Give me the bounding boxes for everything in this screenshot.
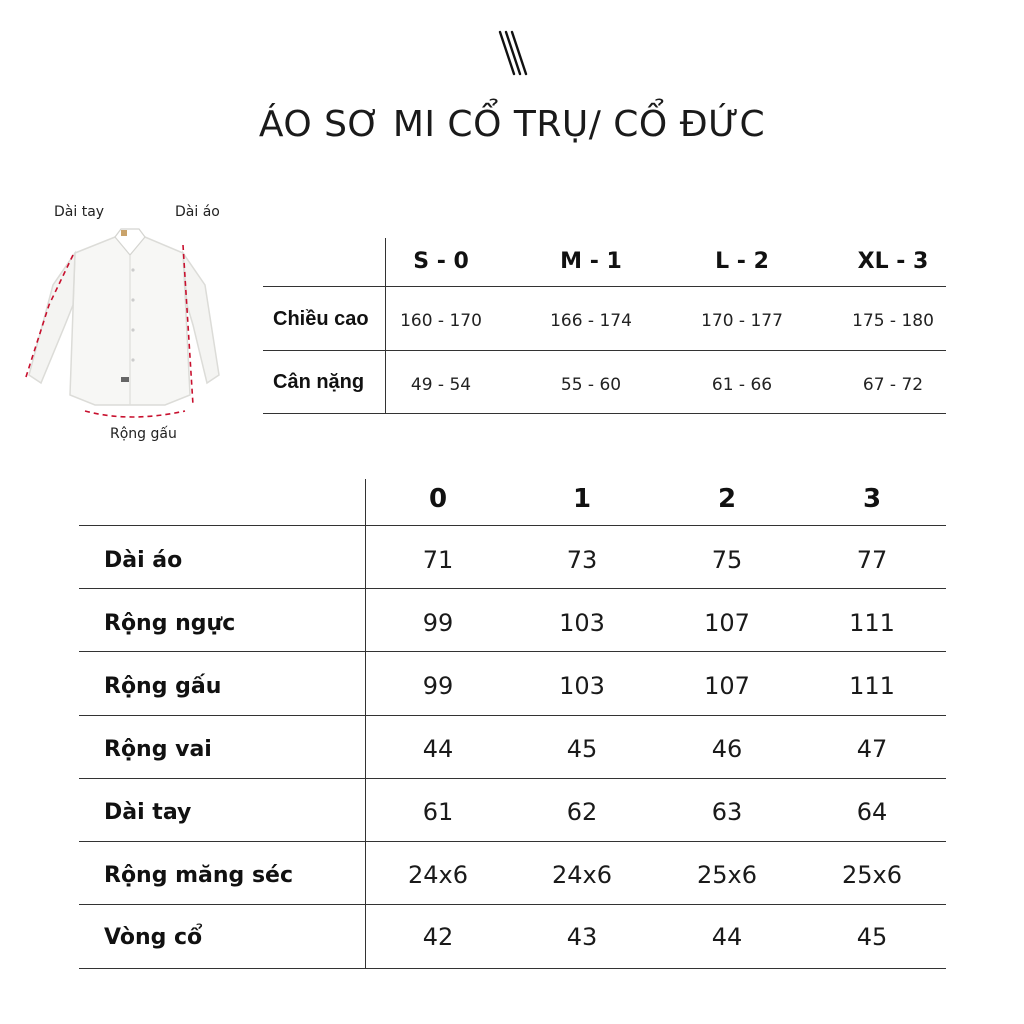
table-cell: 73	[566, 546, 598, 574]
triple-slash-logo-icon	[497, 30, 529, 76]
table-cell: 103	[559, 672, 605, 700]
table-cell: 46	[711, 735, 743, 763]
row-label: Dài tay	[104, 800, 192, 825]
row-divider	[263, 413, 946, 414]
row-divider	[263, 350, 946, 351]
row-divider	[79, 968, 946, 969]
column-divider	[385, 238, 386, 414]
table-cell: 103	[559, 609, 605, 637]
table-cell: 71	[422, 546, 454, 574]
table-cell: 49 - 54	[410, 375, 472, 395]
table-cell: 64	[856, 798, 888, 826]
measurement-table	[79, 479, 946, 969]
table-cell: 61	[422, 798, 454, 826]
row-label: Dài áo	[104, 548, 183, 573]
table-cell: 170 - 177	[701, 311, 783, 331]
row-divider	[79, 588, 946, 589]
row-label: Rộng vai	[104, 737, 212, 762]
table-cell: 44	[422, 735, 454, 763]
table-cell: 55 - 60	[560, 375, 622, 395]
table-cell: 107	[704, 672, 750, 700]
table-cell: 45	[566, 735, 598, 763]
table-cell: 160 - 170	[400, 311, 482, 331]
row-label: Rộng măng séc	[104, 863, 294, 888]
row-divider	[79, 841, 946, 842]
table-cell: 24x6	[407, 861, 468, 889]
row-label-height: Chiều cao	[273, 308, 369, 330]
size-chart-height-weight	[263, 238, 946, 414]
table-cell: 99	[422, 672, 454, 700]
table-cell: 75	[711, 546, 743, 574]
row-label: Rộng gấu	[104, 674, 222, 699]
row-divider	[79, 904, 946, 905]
row-divider	[79, 778, 946, 779]
table-cell: 175 - 180	[852, 311, 934, 331]
row-divider	[263, 286, 946, 287]
table-cell: 166 - 174	[550, 311, 632, 331]
table-cell: 61 - 66	[711, 375, 773, 395]
label-hem-width: Rộng gấu	[110, 426, 177, 442]
table-cell: 44	[711, 923, 743, 951]
column-header: 0	[428, 484, 448, 514]
column-header: L - 2	[715, 249, 769, 274]
page-title: ÁO SƠ MI CỔ TRỤ/ CỔ ĐỨC	[258, 104, 766, 145]
column-divider	[365, 479, 366, 969]
table-cell: 107	[704, 609, 750, 637]
label-sleeve-length: Dài tay	[54, 204, 105, 220]
table-cell: 47	[856, 735, 888, 763]
table-cell: 25x6	[696, 861, 757, 889]
row-label: Rộng ngực	[104, 611, 236, 636]
row-label: Vòng cổ	[104, 925, 203, 950]
row-divider	[79, 715, 946, 716]
table-cell: 24x6	[551, 861, 612, 889]
table-cell: 77	[856, 546, 888, 574]
row-divider	[79, 525, 946, 526]
table-cell: 25x6	[841, 861, 902, 889]
table-cell: 42	[422, 923, 454, 951]
table-cell: 111	[849, 672, 895, 700]
table-cell: 62	[566, 798, 598, 826]
row-label-weight: Cân nặng	[273, 371, 365, 393]
label-shirt-length: Dài áo	[175, 204, 220, 220]
column-header: M - 1	[560, 249, 622, 274]
row-divider	[79, 651, 946, 652]
shirt-illustration	[15, 215, 235, 425]
column-header: S - 0	[413, 249, 469, 274]
column-header: 2	[717, 484, 737, 514]
column-header: XL - 3	[857, 249, 929, 274]
table-cell: 99	[422, 609, 454, 637]
column-header: 3	[862, 484, 882, 514]
column-header: 1	[572, 484, 592, 514]
shirt-diagram	[0, 195, 250, 455]
table-cell: 43	[566, 923, 598, 951]
table-cell: 63	[711, 798, 743, 826]
table-cell: 111	[849, 609, 895, 637]
table-cell: 45	[856, 923, 888, 951]
table-cell: 67 - 72	[862, 375, 924, 395]
